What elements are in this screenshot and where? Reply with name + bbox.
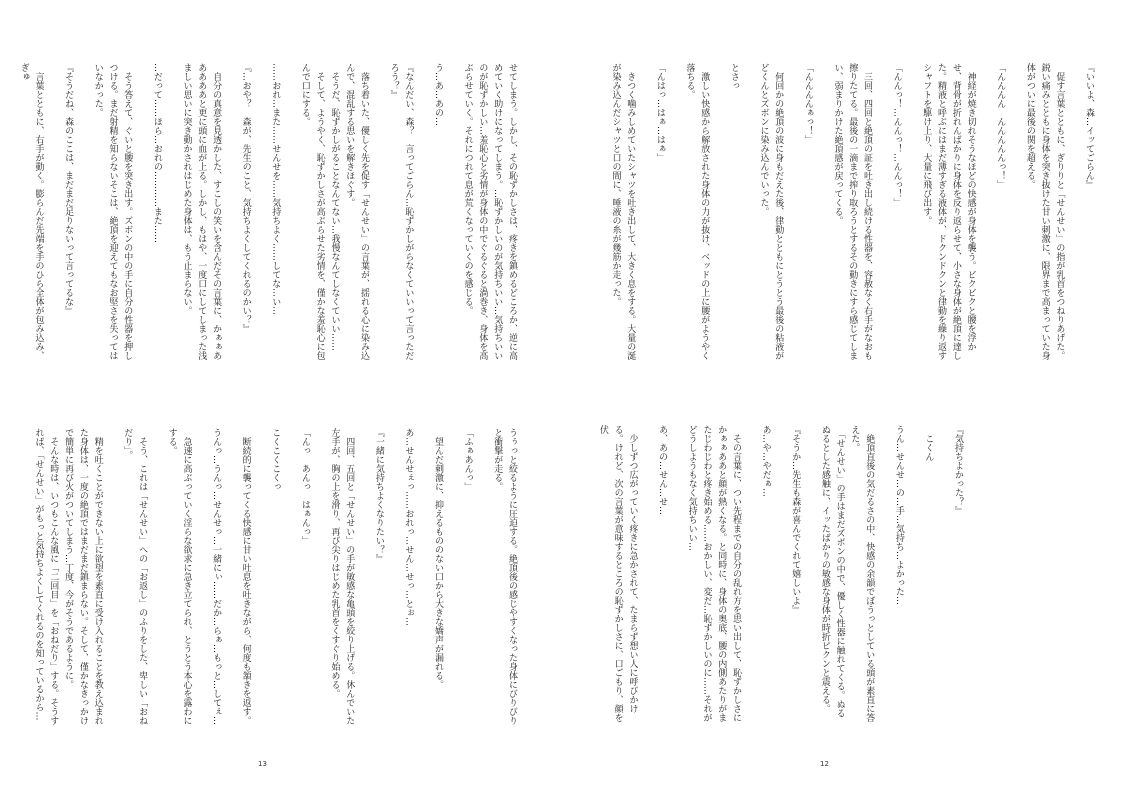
paragraph: あ…せんせぇっ……おれっ…せん…せっ…とぉ… [403,428,414,626]
paragraph: 言葉とともに、右手が動く。膨らんだ先端を手のひら全体が包み込み、ぎゅ [18,63,44,360]
page-12 [562,0,1124,798]
blank-line [282,428,297,728]
blank-line [223,63,238,363]
blank-line [711,63,726,363]
paragraph: 断続的に襲ってくる快感に甘い吐息を吐きながら、何度も頷きを返す。 [240,428,251,725]
paragraph: 『いいよ、森…イッてごらん』 [1084,63,1094,189]
page-number: 12 [820,760,829,768]
paragraph: そして、ようやく、恥ずかしさが高ぶらせた劣情を、僅かな羞恥心に包んで口にする。 [299,63,325,360]
paragraph: 三回、四回と絶頂の証を吐き出し続ける性器を、容赦なく右手がなおも擦りたてる。最後の一滴まで搾り取ろうとするその動きにすら感じてしまい、弱まりかけた絶頂感が戻ってくる。 [832,63,873,360]
paragraph: 「んはっ…はぁ…はぁ」 [654,63,665,162]
paragraph: 「んんっ！…んんっ！…んんっ！」 [891,63,902,207]
paragraph: 望んだ刺激に、抑えるもののない口から大きな嬌声が漏れる。 [433,428,444,689]
paragraph: そんな時は、いつもこんな風に「二回目」を「おねだり」する。そうすれば、「せんせい」がもっと気持ちよくしてくれるのを知っているから… [33,428,59,725]
page-13-upper-tier [16,63,519,363]
paragraph: こくん [923,425,934,461]
paragraph: 急速に高ぶっていく淫らな欲求に急き立てられ、とうとう本心を露わにする。 [166,428,192,725]
blank-line [475,428,490,728]
blank-line [164,63,179,363]
blank-line [773,425,788,725]
page-12-lower-tier [595,425,965,725]
paragraph: 「んっ あんっ はぁんっ」 [299,428,310,545]
paragraph: 「ふぁあんっ」 [462,428,473,491]
blank-line [105,428,120,728]
paragraph: その言葉に、つい先程までの自分の乱れ方を思い出して、恥ずかしさにかぁぁああと顔が熱くなる。と同時に、身体の奥底、腰の内側あたりがまたじわじわと疼き始める……おかしい、変だ…恥ずかしいのに……それがどうしようもなく気持ちいい… [686,425,742,722]
blank-line [75,63,90,363]
blank-line [906,425,921,725]
page-13-lower-tier [31,428,519,728]
paragraph: 四回、五回と「せんせい」の手が敏感な亀頭を絞り上げる。休んでいた左手が、胸の上を滑り、再び尖りはじめた乳首をくすぐり始める。 [329,428,355,725]
paragraph: 『そうか…先生も森が喜んでくれて嬉しいよ』 [790,425,801,614]
paragraph: 「んんんん んんんんんっ！」 [995,63,1006,189]
paragraph: 「せんせい」の手はまだズボンの中で、優しく性器に触れてくる。ぬるぬるとした感触に、イッたばかりの敏感な身体が時折ピクンと震える。 [819,425,845,718]
paragraph: あ、あの…せん…せ… [657,425,668,515]
blank-line [356,428,371,728]
paragraph: せてしまう。しかし、その恥ずかしさは、疼きを鎮めるどころか、逆に高めていく助けになってしまう。…恥ずかしいのが気持ちいい…気持ちいいのが恥ずかしい…羞恥心と劣情が身体の中でぐるぐると渦巻き、身体を高ぶらせていく。それにつれて息が荒くなっていくのを感じる。 [462,63,517,360]
paragraph: とさっ [728,63,739,90]
blank-line [978,63,993,363]
blank-line [743,425,758,725]
blank-line [785,63,800,363]
page-12-upper-tier [608,63,1096,363]
blank-line [312,428,327,728]
blank-line [741,63,756,363]
blank-line [667,63,682,363]
blank-line [415,428,430,728]
paragraph: 神経が焼き切れそうなほどの快感が身体を襲う。ビクビクと腰を浮かせ、背骨が折れんばかりに身体を反り返らせて、小さな身体が絶頂に達した。精液と呼ぶにはまだ薄すぎる液体が、ドクンドクンと律動を繰り返すシャフトを駆け上り、大量に飛び出す。 [921,63,976,360]
paragraph: あ…や…やだぁ… [760,425,771,497]
blank-line [415,63,430,363]
blank-line [904,63,919,363]
paragraph: うぅっと絞るように圧迫する。絶頂後の感じやすくなった身体にびりびりと衝撃が走る。 [492,428,517,725]
blank-line [935,425,950,725]
blank-line [669,425,684,725]
blank-line [149,428,164,728]
paragraph: 何回かの絶頂の波に身もだえた後、律動とともにとうとう最後の粘液がどくんとズボンに染み込んでいった。 [758,63,784,360]
paragraph: 『そうだね、森のここは、まだまだ足りないって言ってるな』 [63,63,74,315]
blank-line [802,425,817,725]
paragraph: 激しい快感から解放された身体の力が抜け、ベッドの上に腰がようやく落ちる。 [684,63,710,360]
blank-line [371,63,386,363]
blank-line [445,428,460,728]
paragraph: 少しずつ広がっていく疼きに急かされて、たまらず想い人に呼びかける。けれど、次の言葉が意味するところの恥ずかしさに、口ごもり、顔を伏 [597,425,638,722]
paragraph: そう、これは「せんせい」への「お返し」のふりをした、卑しい「おねだり」。 [122,428,148,725]
blank-line [253,428,268,728]
blank-line [874,63,889,363]
blank-line [253,63,268,363]
blank-line [445,63,460,363]
blank-line [223,428,238,728]
paragraph: う…あ…あの… [433,63,444,126]
blank-line [876,425,891,725]
paragraph: …だって……ほら…おれの…………また…… [151,63,162,243]
paragraph: 落ち着いた、優しく先を促す「せんせい」の言葉が、揺れる心に染み込んで、混乱する思いを解きほぐす。 [344,63,370,360]
paragraph: 『気持ちよかった？』 [953,425,963,515]
paragraph: 精を吐くことができない上に欲望を素直に受け入れることを教え込まれた身体は、一度の絶頂ではまだまだ鎮まらない。そして、僅かなきっかけで簡単に再び火がついてしまう…丁度、今がそうであるように。 [63,428,103,725]
paragraph: 促す言葉とともに、ぎりりと「せんせい」の指が乳首をつねりあげた。鋭い痛みとともに身体を突き抜けた甘い刺激に、限界まで高まっていた身体がついに最後の関を超える。 [1024,63,1065,360]
paragraph: きつく噛みしめていたシャツを吐き出して、大きく息をする。大量の涎が染み込んだシャツと口の間に、唾液の糸が幾筋か走った。 [610,63,636,360]
blank-line [639,425,654,725]
paragraph: うんっ…うんっ…せんせっ…一緒にぃ……だか…らぁ…もっと…してぇ… [211,428,222,725]
paragraph: 『一緒に気持ちよくなりたい？』 [373,428,384,563]
blank-line [815,63,830,363]
paragraph: うん…せんせ…の…手…気持ち…よかった… [893,425,904,605]
blank-line [1066,63,1081,363]
page-number: 13 [258,760,267,768]
blank-line [637,63,652,363]
blank-line [386,428,401,728]
paragraph: ……おれ…また……せんせを……気持ちよく……してな…い… [270,63,281,315]
paragraph: そうだ、恥ずかしがることなんてない…我慢なんてしなくていい…… [329,63,340,351]
paragraph: 「んんんんぁっ！」 [802,63,813,144]
paragraph: こくこくこくっ [270,428,281,491]
blank-line [193,428,208,728]
blank-line [46,63,61,363]
blank-line [282,63,297,363]
paragraph: そう答えて、ぐいと腰を突き出す。ズボンの中の手に自分の性器を押しつける。まだ射精を知らないそこは、絶頂を迎えてもなお堅さを失ってはいなかった。 [92,63,133,360]
paragraph: 『なんだい、森？ 言ってごらん…恥ずかしがらなくていいって言っただろう？』 [388,63,414,360]
paragraph: 『…おや？ 森が、先生のこと、気持ちよくしてくれるのかい？』 [240,63,251,333]
paragraph: 自分の真意を見透かした、すこしの笑いを含んだその言葉に、かぁぁあああああと更に頭に血が上る。しかし、もはや、一度口にしてしまった浅ましい思いに突き動かされはじめた身体は、もう止まらない。 [181,63,222,360]
blank-line [1007,63,1022,363]
paragraph: 絶頂直後の気だるさの中、快感の余韻でぼうっとしている頭が素直に答えた。 [849,425,875,722]
blank-line [134,63,149,363]
